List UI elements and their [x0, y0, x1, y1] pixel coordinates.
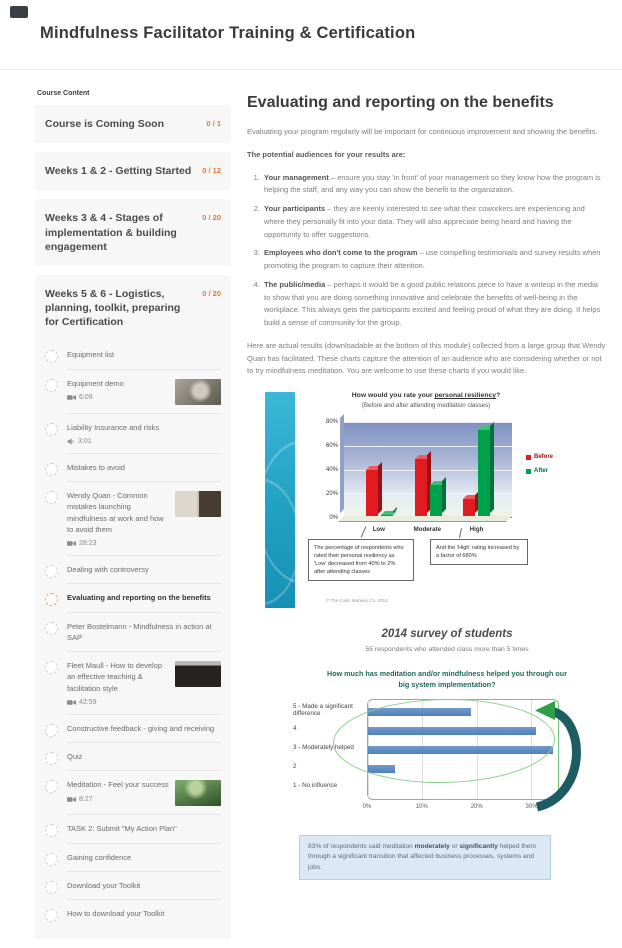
menu-icon[interactable] — [10, 6, 28, 18]
section-title: Weeks 5 & 6 - Logistics, planning, toolkit, preparing for Certification — [45, 287, 181, 329]
lesson-item[interactable] — [45, 872, 221, 900]
legend-swatch — [526, 469, 531, 474]
axis-tick: 0% — [329, 515, 338, 521]
lesson-item[interactable] — [45, 454, 221, 482]
bar-rating-3 — [368, 746, 553, 754]
lesson-title: Equipment demo — [67, 378, 124, 388]
lesson-title: Gaining confidence — [67, 852, 132, 862]
category-label: 3 - Moderately helped — [293, 744, 354, 752]
lesson-checkbox[interactable] — [45, 491, 58, 504]
bar-before-low — [366, 470, 378, 518]
x-axis-labels — [344, 526, 512, 533]
lesson-title: Equipment list — [67, 350, 115, 360]
lesson-duration: 8:27 — [67, 796, 169, 803]
video-icon — [67, 394, 76, 401]
chart-subtitle: (Before and after attending meditation classes) — [361, 402, 491, 409]
lesson-item[interactable] — [45, 584, 221, 612]
course-header — [0, 0, 622, 70]
lesson-title: Liability Insurance and risks — [67, 422, 160, 432]
lesson-title: Dealing with controversy — [67, 565, 149, 575]
callout-low-rating: The percentage of respondents who rated their personal resiliency as 'Low' decreased from 40% to 2% after attending classes — [308, 539, 414, 581]
copyright-text: © The Calm Monkey Co. 2014 — [326, 598, 388, 603]
survey-chart — [289, 699, 605, 821]
section-title: Weeks 3 & 4 - Stages of implementation & building engagement — [45, 212, 177, 253]
category-label: 4 — [293, 725, 297, 733]
lesson-title: Fleet Maull - How to develop an effective teaching & facilitation style — [67, 661, 163, 693]
lesson-title: Download your Toolkit — [67, 880, 141, 890]
bar-rating-2 — [368, 765, 395, 773]
lesson-checkbox[interactable] — [45, 881, 58, 894]
lesson-duration: 3:01 — [67, 438, 159, 445]
category-label: 5 - Made a significant difference — [293, 702, 353, 718]
section-card-weeks-1-2[interactable] — [35, 152, 231, 190]
lesson-item[interactable] — [45, 482, 221, 556]
lesson-checkbox[interactable] — [45, 752, 58, 765]
audience-list — [262, 172, 606, 330]
axis-tick: 40% — [325, 467, 338, 473]
lesson-title-heading: Evaluating and reporting on the benefits — [247, 94, 554, 111]
lesson-title: Quiz — [67, 752, 83, 762]
lesson-item[interactable] — [45, 652, 221, 715]
lesson-duration: 6:09 — [67, 394, 124, 401]
section-progress: 0 / 12 — [202, 166, 221, 176]
audience-item: 3. Employees who don't come to the program – use compelling testimonials and survey results when promoting the program to capture their attention. — [262, 247, 606, 273]
lesson-item[interactable] — [45, 414, 221, 454]
lesson-item[interactable] — [45, 815, 221, 843]
chart-title: How would you rate your personal resiliency? — [351, 392, 501, 399]
callout-high-rating: And the 'High' rating increased by a factor of 680% — [430, 539, 528, 565]
video-icon — [67, 699, 76, 706]
audio-icon — [67, 438, 75, 445]
axis-tick: 60% — [325, 443, 338, 449]
survey-chart-figure — [289, 628, 605, 872]
survey-chart-title: How much has meditation and/or mindfulness helped you through our big system implementation? — [327, 669, 567, 689]
results-paragraph: Here are actual results (downloadable at the bottom of this module) collected from a large group that Wendy Quan has facilitated. These charts capture the attention of an audience who are considering whether or not to try mindfulness meditation. You are welcome to use these charts if you would like. — [247, 340, 606, 376]
category-labels — [293, 701, 365, 796]
axis-tick: 30% — [525, 803, 538, 810]
video-icon — [67, 796, 76, 803]
legend-entry: Before — [526, 454, 553, 460]
section-progress: 0 / 20 — [202, 213, 221, 223]
audience-item: 4. The public/media – perhaps it would be a good public relations piece to have a writeup in the media to show that you are doing something innovative and celebrate the benefits of well-being in the workplace. This always gets the participants excited and feeling proud of what they are doing. It helps build a sense of community for the group. — [262, 279, 606, 330]
chart-legend — [526, 454, 553, 482]
lesson-title: Peter Bostelmann - Mindfulness in action at SAP — [67, 621, 212, 642]
lesson-title: Wendy Quan - Common mistakes launching mindfulness at work and how to avoid them — [67, 491, 164, 534]
axis-tick: 0% — [362, 803, 372, 810]
bar-group-moderate — [415, 422, 442, 517]
bar-before-high — [463, 499, 475, 517]
lesson-thumbnail — [175, 379, 221, 405]
lesson-title: How to download your Toolkit — [67, 909, 165, 919]
lesson-checkbox[interactable] — [45, 824, 58, 837]
y-axis-labels — [312, 419, 338, 521]
bar-group-high — [463, 422, 490, 517]
lesson-checkbox[interactable] — [45, 853, 58, 866]
bar-group-low — [366, 422, 393, 517]
bar-after-moderate — [430, 485, 442, 517]
lesson-thumbnail — [175, 491, 221, 517]
resiliency-chart-figure — [265, 392, 606, 614]
plot-area — [344, 422, 512, 518]
lesson-list — [45, 341, 221, 927]
lesson-title: Evaluating and reporting on the benefits — [67, 593, 211, 603]
slide-decor-bar — [265, 392, 295, 608]
lesson-checkbox[interactable] — [45, 724, 58, 737]
lesson-checkbox[interactable] — [45, 661, 58, 674]
lesson-item[interactable] — [45, 844, 221, 872]
bar-rating-5 — [368, 708, 471, 716]
section-title: Course is Coming Soon — [45, 118, 165, 130]
lesson-checkbox[interactable] — [45, 622, 58, 635]
axis-tick: Moderate — [413, 526, 442, 533]
lesson-checkbox[interactable] — [45, 350, 58, 363]
lesson-title: Mistakes to avoid — [67, 462, 125, 472]
legend-swatch — [526, 455, 531, 460]
lesson-item[interactable] — [45, 771, 221, 815]
lesson-duration: 42:59 — [67, 699, 169, 706]
video-icon — [67, 540, 76, 547]
bar-after-high — [478, 430, 490, 517]
survey-note-box: 83% of respondents said meditation moderately or significantly helped them through a significant transition that affected business processes, systems and jobs. — [299, 835, 551, 881]
lesson-item[interactable] — [45, 900, 221, 927]
x-axis-ticks — [362, 803, 559, 814]
axis-tick: 20% — [325, 491, 338, 497]
bar-rating-4 — [368, 727, 536, 735]
section-card-weeks-3-4[interactable] — [35, 199, 231, 266]
course-title: Mindfulness Facilitator Training & Certification — [40, 24, 416, 42]
sidebar-heading: Course Content — [37, 90, 90, 97]
category-label: 2 — [293, 763, 297, 771]
lesson-thumbnail — [175, 780, 221, 806]
section-card-weeks-5-6[interactable] — [35, 275, 231, 940]
bar-after-low — [381, 515, 393, 517]
legend-entry: After — [526, 468, 553, 474]
lesson-item[interactable] — [45, 715, 221, 743]
lesson-title: Constructive feedback - giving and receiving — [67, 723, 215, 733]
intro-paragraph: Evaluating your program regularly will be important for continuous improvement and showing the benefits. — [247, 127, 598, 136]
lesson-thumbnail — [175, 661, 221, 687]
lesson-checkbox[interactable] — [45, 463, 58, 476]
lesson-content — [247, 88, 608, 872]
lesson-title: Meditation - Feel your success — [67, 780, 169, 790]
plot-area — [367, 699, 559, 800]
lesson-checkbox[interactable] — [45, 593, 58, 606]
audiences-lead: The potential audiences for your results are: — [247, 149, 406, 159]
audience-item: 2. Your participants – they are keenly interested to see what their coworkers are experiencing and where they personally fit into your data. They will also appreciate being heard and having the opportunity to offer suggestions. — [262, 203, 606, 241]
survey-subheading: 55 respondents who attended class more than 5 times — [365, 646, 529, 653]
section-title: Weeks 1 & 2 - Getting Started — [45, 165, 192, 178]
lesson-item[interactable] — [45, 743, 221, 771]
lesson-checkbox[interactable] — [45, 909, 58, 922]
lesson-title: TASK 2: Submit "My Action Plan" — [67, 824, 177, 834]
resiliency-chart — [308, 392, 606, 614]
survey-heading: 2014 survey of students — [381, 628, 513, 640]
section-progress: 0 / 1 — [206, 119, 221, 128]
lesson-checkbox[interactable] — [45, 565, 58, 578]
axis-tick: High — [469, 526, 484, 533]
audience-item: 1. Your management – ensure you stay 'in front' of your management so they know how the program is helping the staff, and any way you can show the benefit to the organization. — [262, 172, 606, 198]
lesson-item[interactable] — [45, 341, 221, 369]
lesson-checkbox[interactable] — [45, 423, 58, 436]
category-label: 1 - No influence — [293, 782, 338, 790]
axis-tick: 80% — [325, 419, 338, 425]
lesson-item[interactable] — [45, 613, 221, 653]
axis-tick: Low — [372, 526, 385, 533]
lesson-item[interactable] — [45, 556, 221, 584]
course-sidebar — [35, 88, 231, 948]
lesson-duration: 28:23 — [67, 540, 169, 547]
lesson-item[interactable] — [45, 370, 221, 414]
lesson-checkbox[interactable] — [45, 379, 58, 392]
axis-tick: 10% — [415, 803, 428, 810]
axis-tick: 20% — [470, 803, 483, 810]
section-card-coming-soon[interactable] — [35, 105, 231, 143]
lesson-checkbox[interactable] — [45, 780, 58, 793]
bar-before-moderate — [415, 459, 427, 517]
section-progress: 0 / 20 — [202, 288, 221, 298]
